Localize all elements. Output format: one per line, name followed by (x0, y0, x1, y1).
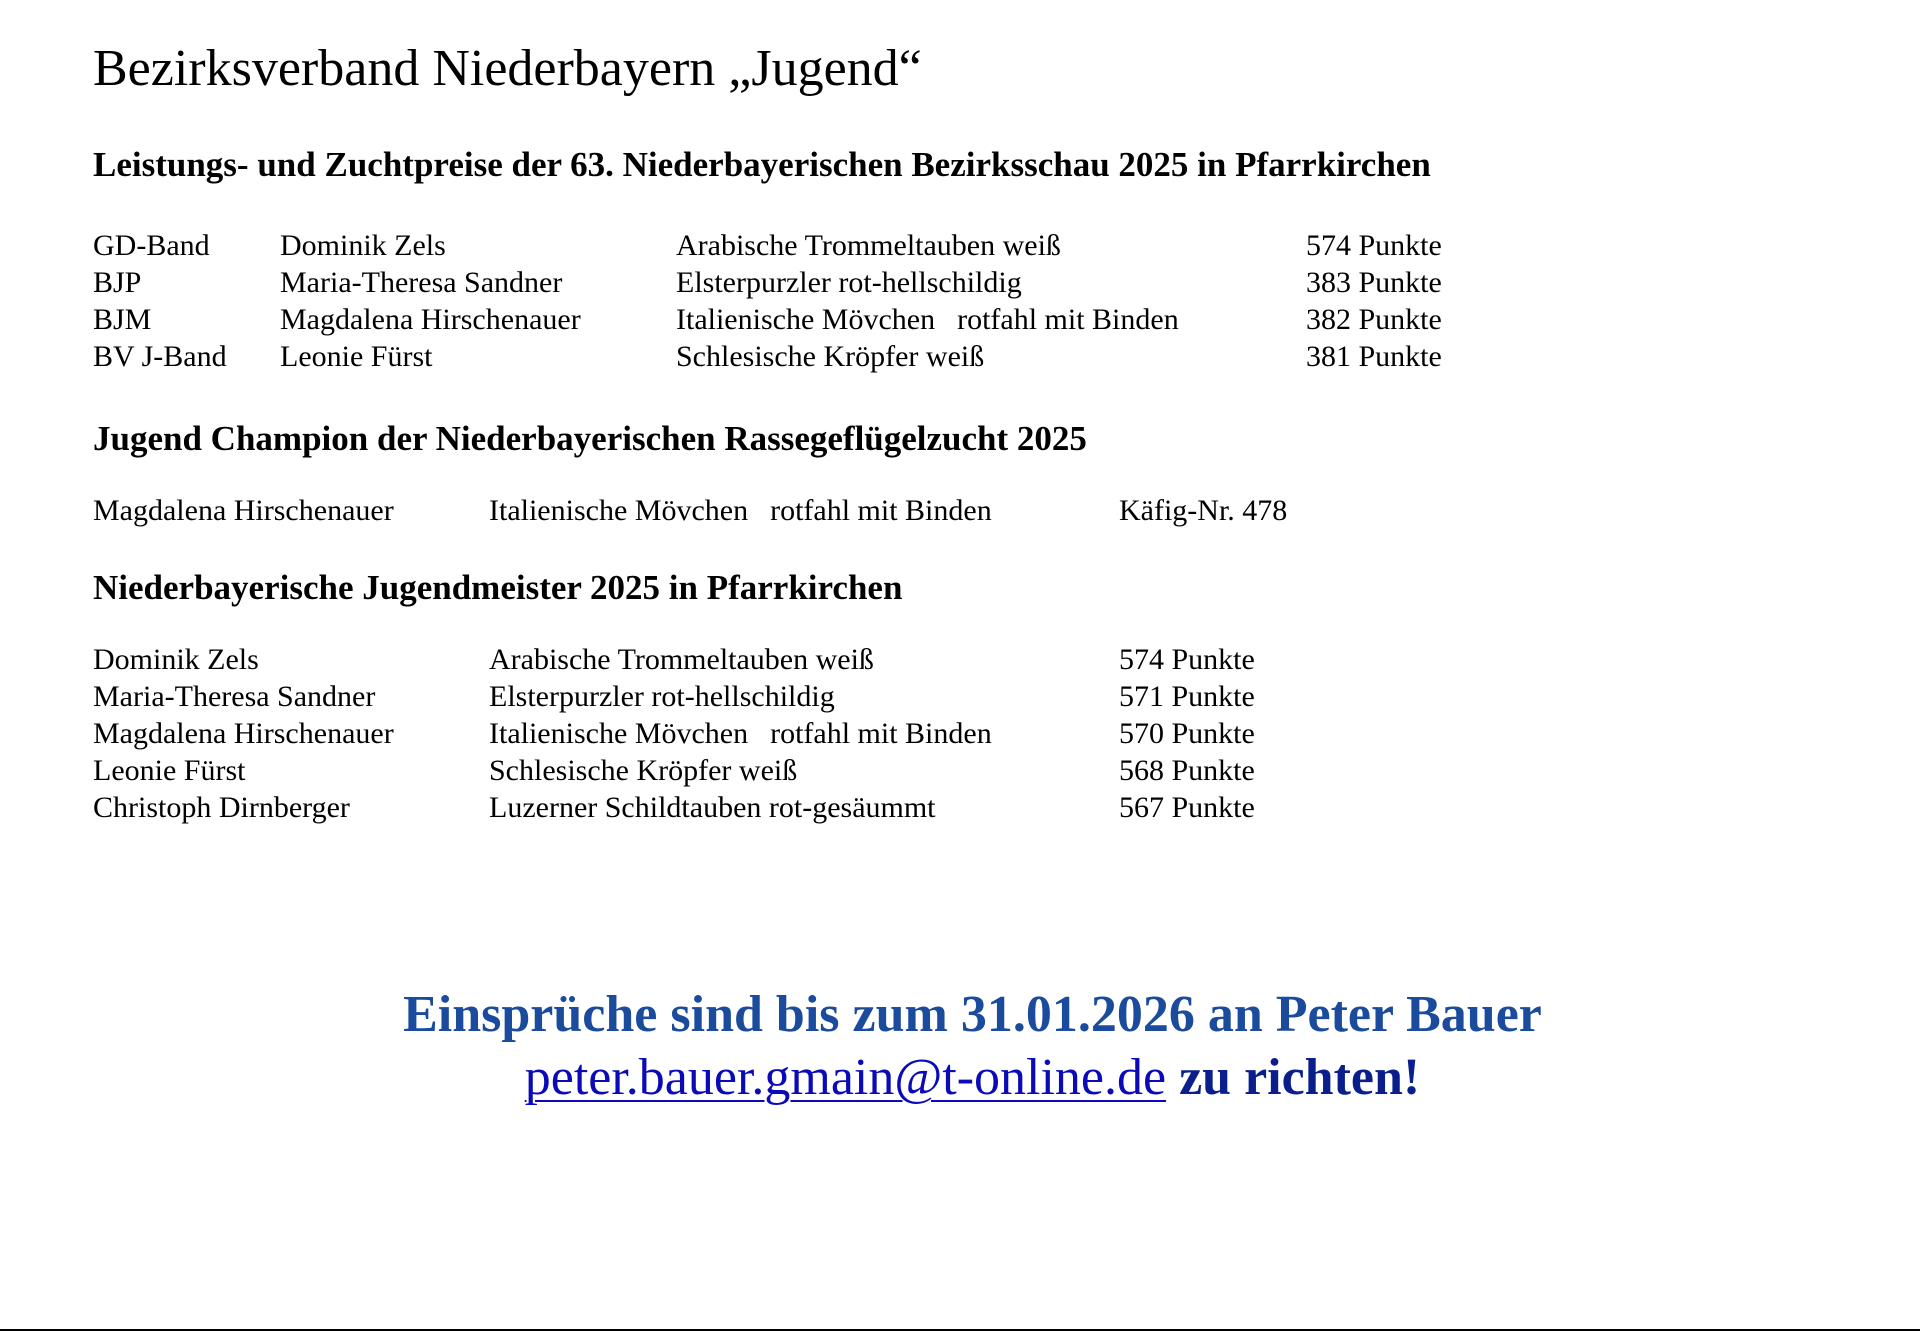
champion-heading: Jugend Champion der Niederbayerischen Rassegeflügelzucht 2025 (93, 419, 1087, 458)
prize-name: Maria-Theresa Sandner (280, 266, 563, 299)
master-name: Magdalena Hirschenauer (93, 717, 394, 750)
master-name: Christoph Dirnberger (93, 791, 350, 824)
prize-breed: Elsterpurzler rot-hellschildig (676, 266, 1022, 299)
master-breed: Schlesische Kröpfer weiß (489, 754, 798, 787)
objection-notice: Einsprüche sind bis zum 31.01.2026 an Peter Bauer (403, 986, 1542, 1043)
champion-name: Magdalena Hirschenauer (93, 494, 394, 527)
prize-breed (676, 301, 1179, 338)
master-name: Maria-Theresa Sandner (93, 680, 376, 713)
champion-row (0, 492, 1920, 529)
prize-name: Leonie Fürst (280, 340, 433, 373)
masters-row (0, 789, 1920, 826)
master-breed: Luzerner Schildtauben rot-gesäummt (489, 791, 936, 824)
prize-award: BJP (93, 266, 142, 299)
master-points: 567 Punkte (1119, 791, 1255, 824)
master-points: 574 Punkte (1119, 643, 1255, 676)
masters-row (0, 678, 1920, 715)
prizes-row (0, 264, 1920, 301)
prize-breed-name: Italienische Mövchen (676, 303, 936, 336)
page-title: Bezirksverband Niederbayern „Jugend“ (93, 40, 922, 97)
master-name: Leonie Fürst (93, 754, 246, 787)
prize-points: 383 Punkte (1306, 266, 1442, 299)
notice-tail: zu richten! (1166, 1049, 1421, 1106)
prizes-row (0, 301, 1920, 338)
prize-breed: Schlesische Kröpfer weiß (676, 340, 985, 373)
masters-row (0, 752, 1920, 789)
master-points: 568 Punkte (1119, 754, 1255, 787)
master-breed-name: Italienische Mövchen (489, 717, 749, 750)
master-breed: Arabische Trommeltauben weiß (489, 643, 874, 676)
champion-breed-variety: rotfahl mit Binden (770, 494, 992, 527)
champion-cage: Käfig-Nr. 478 (1119, 494, 1288, 527)
masters-heading: Niederbayerische Jugendmeister 2025 in Pfarrkirchen (93, 568, 903, 607)
email-link[interactable]: peter.bauer.gmain@t-online.de (524, 1049, 1167, 1106)
prize-breed-variety: rotfahl mit Binden (957, 303, 1179, 336)
prizes-row (0, 338, 1920, 375)
prize-award: BV J-Band (93, 340, 227, 373)
champion-breed (489, 492, 992, 529)
prize-name: Dominik Zels (280, 229, 446, 262)
objection-notice-contact (0, 1047, 1920, 1109)
prize-points: 574 Punkte (1306, 229, 1442, 262)
master-points: 571 Punkte (1119, 680, 1255, 713)
prizes-heading: Leistungs- und Zuchtpreise der 63. Niederbayerischen Bezirksschau 2025 in Pfarrkirchen (93, 145, 1431, 184)
master-breed: Elsterpurzler rot-hellschildig (489, 680, 835, 713)
prize-name: Magdalena Hirschenauer (280, 303, 581, 336)
masters-row (0, 641, 1920, 678)
masters-row (0, 715, 1920, 752)
prize-points: 381 Punkte (1306, 340, 1442, 373)
master-points: 570 Punkte (1119, 717, 1255, 750)
prize-award: BJM (93, 303, 152, 336)
prize-award: GD-Band (93, 229, 210, 262)
prizes-row (0, 227, 1920, 264)
master-breed (489, 715, 992, 752)
prize-points: 382 Punkte (1306, 303, 1442, 336)
master-breed-variety: rotfahl mit Binden (770, 717, 992, 750)
champion-breed-name: Italienische Mövchen (489, 494, 749, 527)
prize-breed: Arabische Trommeltauben weiß (676, 229, 1061, 262)
master-name: Dominik Zels (93, 643, 259, 676)
